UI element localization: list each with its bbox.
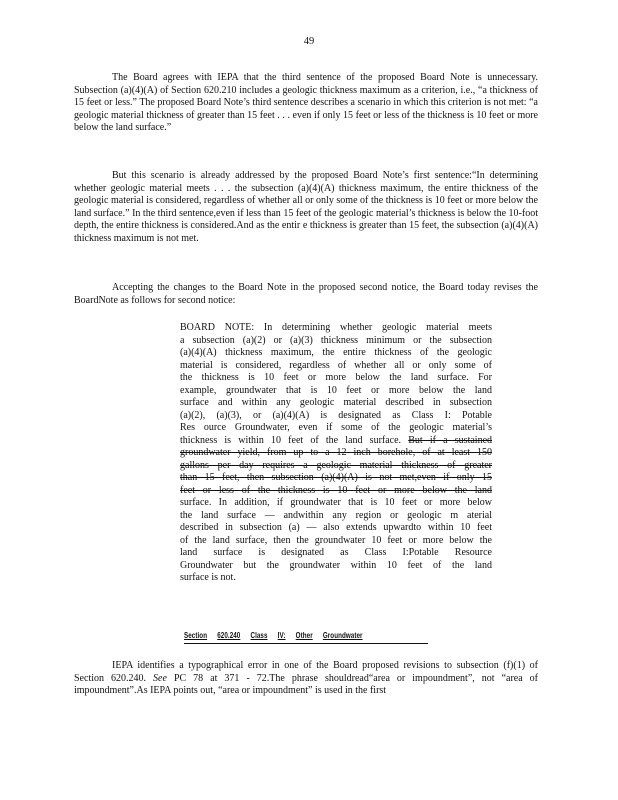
quote-line [180,572,492,585]
quote-line-text: land surface is designated as Class I:Potable Resource [180,547,492,558]
section-heading-word: Groundwater [322,631,363,640]
quote-line [180,497,492,510]
quote-line [180,535,492,548]
section-heading [184,631,373,640]
quote-line-deleted-text: gallons per day requires a geologic material thickness of greater [180,459,492,471]
quote-line [180,335,492,348]
quote-line-text: described in subsection (a) — also extends upwardto within 10 feet [180,522,492,533]
quote-line [180,485,492,498]
paragraph-3 [74,282,538,307]
page-number: 49 [303,36,315,47]
paragraph-1-text: The Board agrees with IEPA that the third sentence of the proposed Board Note is unnecessary. Subsection (a)(4)(A) of Section 620.210 includes a geologic thickness maximum as a criterion, i.e., “a thickness of 15 feet or less.” The proposed Board Note’s third sentence describes a scenario in which this criterion is not met: “a geologic material thickness of greater than 15 feet . . . even if only 15 feet or less of the thickness is 10 feet or more below the land surface.” [74,72,538,133]
quote-line-deleted-text: groundwater yield, from up to a 12 inch borehole, of at least 150 [180,447,492,458]
quote-line [180,510,492,523]
paragraph-1 [74,72,538,135]
quote-line-deleted-text: than 15 feet, then subsection (a)(4)(A) is not met,even if only 15 [180,472,492,483]
quote-line [180,372,492,385]
quote-line [180,397,492,410]
quote-line-text: surface and within any geologic material described in subsection [180,397,492,408]
quote-line-text: the thickness is 10 feet or more below the land surface. For [180,372,492,383]
section-heading-underline [184,643,428,644]
quote-line-text: (a)(4)(A) thickness maximum, the entire thickness of the geologic [180,347,492,358]
quote-line [180,410,492,423]
quote-line-text: example, groundwater that is 10 feet or more below the land [180,384,492,396]
paragraph-4 [74,660,538,698]
quote-line [180,422,492,435]
quote-line-text: material is considered, regardless of whether all or only some of [180,359,492,371]
paragraph-4-text-a: IEPA identifies a typographical error in one of the Board proposed revisions to subsection (f)(1) of Section 620.240. [74,660,538,684]
quote-line-deleted-text: But if a sustained [408,434,493,446]
paragraph-4-text-b: PC 78 at 371 - 72.The phrase shouldread“area or impoundment”, not “area of impoundment”.As IEPA points out, “area or impoundment” is used in the first [74,672,538,696]
quote-line [180,560,492,573]
quote-line-text: a subsection (a)(2) or (a)(3) thickness minimum or the subsection [180,334,492,346]
quote-line [180,385,492,398]
quote-line-text: thickness is within 10 feet of the land surface. [180,434,402,446]
paragraph-3-text: Accepting the changes to the Board Note in the proposed second notice, the Board today revises the BoardNote as follows for second notice: [74,282,538,306]
quote-line [180,322,492,335]
section-heading-word: Section [184,631,208,640]
quote-line-text: the land surface — andwithin any region or geologic m aterial [180,509,492,521]
quote-line-deleted-text: feet or less of the thickness is 10 feet or more below the land [180,484,492,496]
quote-line [180,472,492,485]
quote-line [180,447,492,460]
quote-line-text: surface. In addition, if groundwater that is 10 feet or more below [180,497,492,508]
quote-line [180,547,492,560]
quote-line [180,460,492,473]
quote-line-text: of the land surface, then the groundwater 10 feet or more below the [180,534,492,546]
board-note-quote [180,322,492,585]
section-heading-word: IV: [277,631,286,640]
quote-line [180,522,492,535]
quote-line-text: Groundwater but the groundwater within 10 feet of the land [180,559,492,571]
section-heading-word: 620.240 [217,631,241,640]
quote-line [180,347,492,360]
paragraph-4-see: See [153,672,167,684]
quote-line-text: surface is not. [180,572,236,583]
section-heading-word: Class [250,631,268,640]
quote-line-text: BOARD NOTE: In determining whether geologic material meets [180,322,492,333]
quote-line-text: (a)(2), (a)(3), or (a)(4)(A) is designated as Class I: Potable [180,409,492,421]
paragraph-2 [74,170,538,245]
quote-line [180,435,492,448]
quote-line-text: Res ource Groundwater, even if some of the geologic material’s [180,422,492,433]
paragraph-2-text: But this scenario is already addressed by the proposed Board Note’s first sentence:“In determining whether geologic material meets . . . the subsection (a)(4)(A) thickness maximum, the entire thickness of the geologic material is considered, regardless of whether all or only some of the thickness is 10 feet or more below the land surface.” In the third sentence,even if less than 15 feet of the geologic material’s thickness is below the 10-foot depth, the entire thickness is considered.And as the entir e thickness is greater than 15 feet, the subsection (a)(4)(A) thickness maximum is not met. [74,170,538,244]
section-heading-word: Other [295,631,313,640]
quote-line [180,360,492,373]
